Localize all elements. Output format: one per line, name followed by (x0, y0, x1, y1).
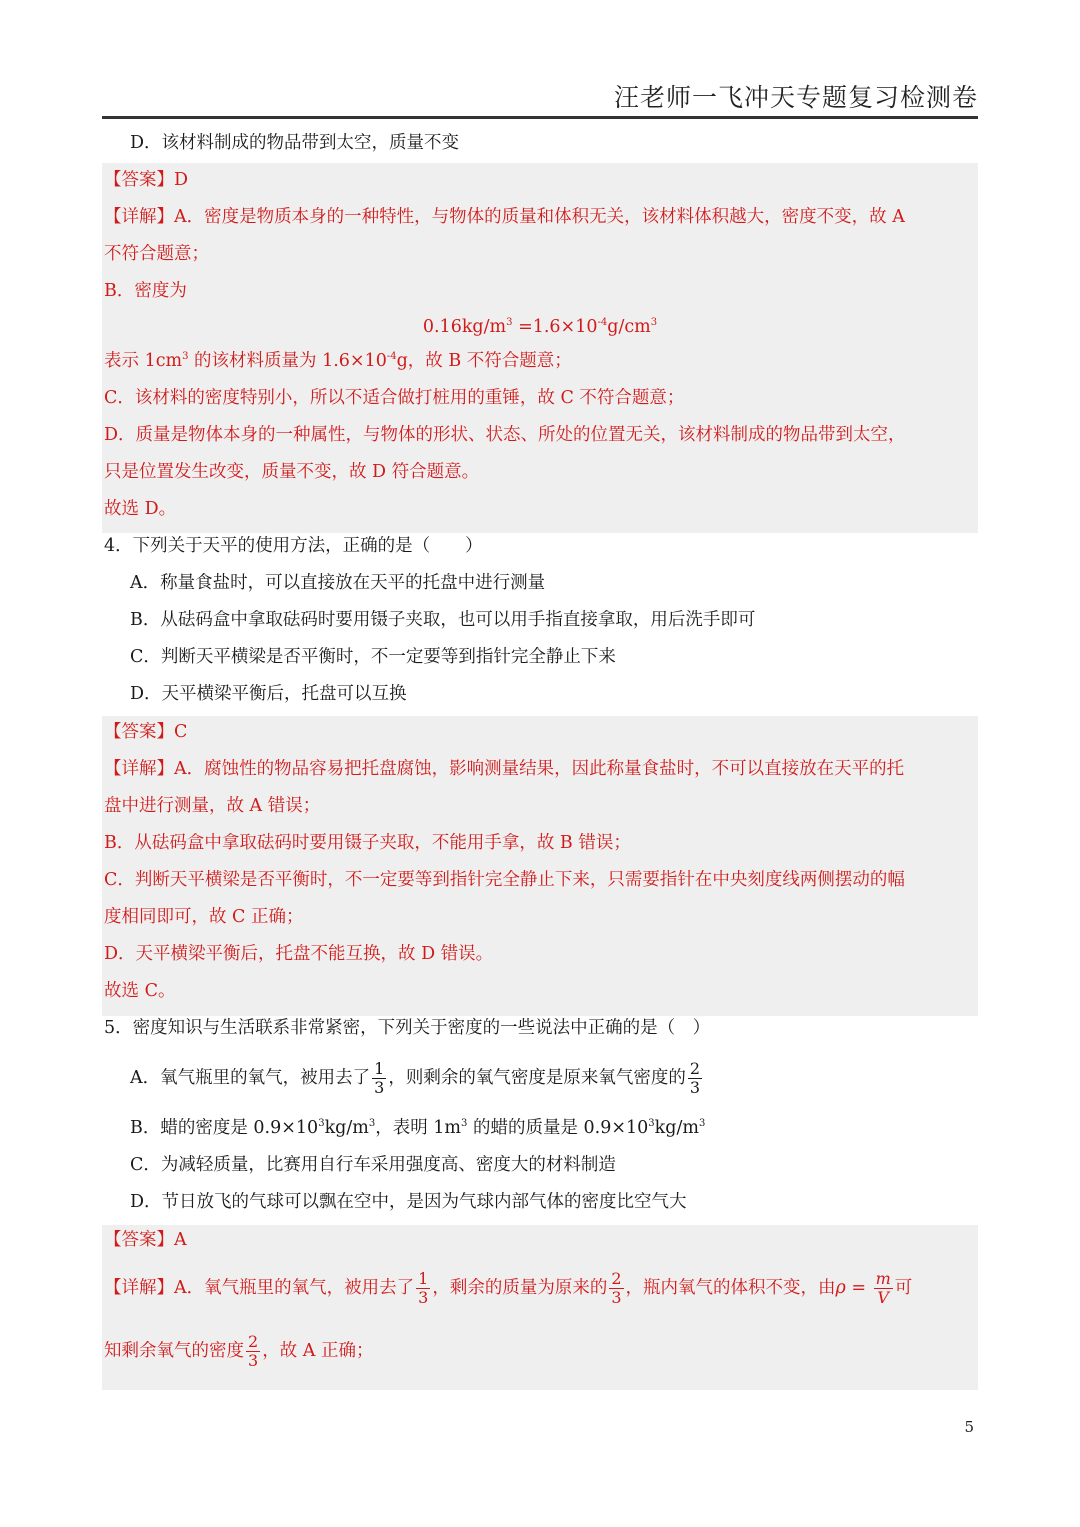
q4-detail-a-1: 【详解】A．腐蚀性的物品容易把托盘腐蚀，影响测量结果，因此称量食盐时，不可以直接放在天平的托 (104, 759, 905, 779)
q5-option-a (130, 1058, 704, 1098)
q4-option-b: B．从砝码盒中拿取砝码时要用镊子夹取，也可以用手指直接拿取，用后洗手即可 (130, 610, 756, 630)
q3-detail-a-2: 不符合题意； (104, 244, 209, 264)
formula-exp3b: 3 (650, 317, 658, 329)
q4-option-a: A．称量食盐时，可以直接放在天平的托盘中进行测量 (130, 573, 546, 593)
q5-stem: 5．密度知识与生活联系非常紧密，下列关于密度的一些说法中正确的是（ ） (104, 1018, 711, 1038)
formula-mid: =1.6×10 (512, 317, 598, 337)
fraction-m-over-v: $\frac{m}{V}$ (875, 1269, 891, 1307)
q4-detail-c-1: C．判断天平横梁是否平衡时，不一定要等到指针完全静止下来，只需要指针在中央刻度线两侧摆动的幅 (104, 870, 905, 890)
q3-b2-exp: -4 (386, 351, 397, 363)
q3-detail-b-1: B．密度为 (104, 281, 187, 301)
q3-b2-end: g，故 B 不符合题意； (396, 351, 572, 371)
q3-detail-a-1: 【详解】A．密度是物质本身的一种特性，与物体的质量和体积无关，该材料体积越大，密度不变，故 A (104, 207, 905, 227)
fraction-one-third: $\frac{1}{3}$ (418, 1269, 429, 1307)
q5-a-mid: ，则剩余的氧气密度是原来氧气密度的 (388, 1068, 686, 1088)
q5-a-pre: A．氧气瓶里的氧气，被用去了 (130, 1068, 371, 1088)
q4-detail-d: D．天平横梁平衡后，托盘不能互换，故 D 错误。 (104, 944, 494, 964)
formula-left: 0.16kg/m (422, 317, 507, 337)
q3-detail-b-2 (104, 350, 572, 372)
q3-option-d: D．该材料制成的物品带到太空，质量不变 (130, 133, 460, 153)
formula-exp3: 3 (506, 317, 513, 329)
fraction-two-thirds: $\frac{2}{3}$ (611, 1269, 622, 1307)
q4-stem: 4．下列关于天平的使用方法，正确的是（ ） (104, 536, 483, 556)
q4-option-d: D．天平横梁平衡后，托盘可以互换 (130, 684, 407, 704)
q4-detail-c-2: 度相同即可，故 C 正确； (104, 907, 304, 927)
q3-b2-post: 的该材料质量为 1.6×10 (188, 351, 387, 371)
q4-detail-b: B．从砝码盒中拿取砝码时要用镊子夹取，不能用手拿，故 B 错误； (104, 833, 631, 853)
fraction-one-third: $\frac{1}{3}$ (374, 1059, 385, 1097)
q5-option-d: D．节日放飞的气球可以飘在空中，是因为气球内部气体的密度比空气大 (130, 1192, 687, 1212)
q3-conclusion: 故选 D。 (104, 499, 177, 519)
q4-detail-a-2: 盘中进行测量，故 A 错误； (104, 796, 321, 816)
formula-right: g/cm (607, 317, 651, 337)
fraction-two-thirds: $\frac{2}{3}$ (689, 1059, 701, 1097)
rho-symbol: ρ (835, 1278, 846, 1298)
fraction-two-thirds: $\frac{2}{3}$ (248, 1332, 259, 1370)
q5-detail-a-2: 知剩余氧气的密度 $\frac{2}{3}$ ，故 A 正确； (104, 1332, 374, 1370)
q4-conclusion: 故选 C。 (104, 981, 176, 1001)
header-title: 汪老师一飞冲天专题复习检测卷 (613, 83, 978, 112)
header-rule (102, 116, 978, 119)
page-number: 5 (964, 1418, 974, 1436)
q4-answer: 【答案】C (104, 722, 188, 742)
q3-b2-exp3: 3 (182, 351, 189, 363)
q3-formula (0, 316, 1080, 338)
q5-detail-a-1: 【详解】A．氧气瓶里的氧气，被用去了 $\frac{1}{3}$ ，剩余的质量为原来的 $\frac{2}{3}$ ，瓶内氧气的体积不变，由ρ = $\frac{m}{V}$ 可 (104, 1269, 913, 1307)
q4-option-c: C．判断天平横梁是否平衡时，不一定要等到指针完全静止下来 (130, 647, 616, 667)
q5-option-c: C．为减轻质量，比赛用自行车采用强度高、密度大的材料制造 (130, 1155, 616, 1175)
q5-answer: 【答案】A (104, 1230, 187, 1250)
q5-option-b: B．蜡的密度是 $0.9\times 10^3kg/m^3$，表明 $1m^3$ 的蜡的质量是 $0.9\times 10^3kg/m^3$ (130, 1118, 706, 1138)
formula-exp-neg4: -4 (597, 317, 608, 329)
q3-detail-d-1: D．质量是物体本身的一种属性，与物体的形状、状态、所处的位置无关，该材料制成的物品带到太空， (104, 425, 906, 445)
q3-b2-pre: 表示 1cm (104, 351, 183, 371)
q3-answer: 【答案】D (104, 170, 189, 190)
q3-detail-d-2: 只是位置发生改变，质量不变，故 D 符合题意。 (104, 462, 480, 482)
q3-detail-c: C．该材料的密度特别小，所以不适合做打桩用的重锤，故 C 不符合题意； (104, 388, 685, 408)
